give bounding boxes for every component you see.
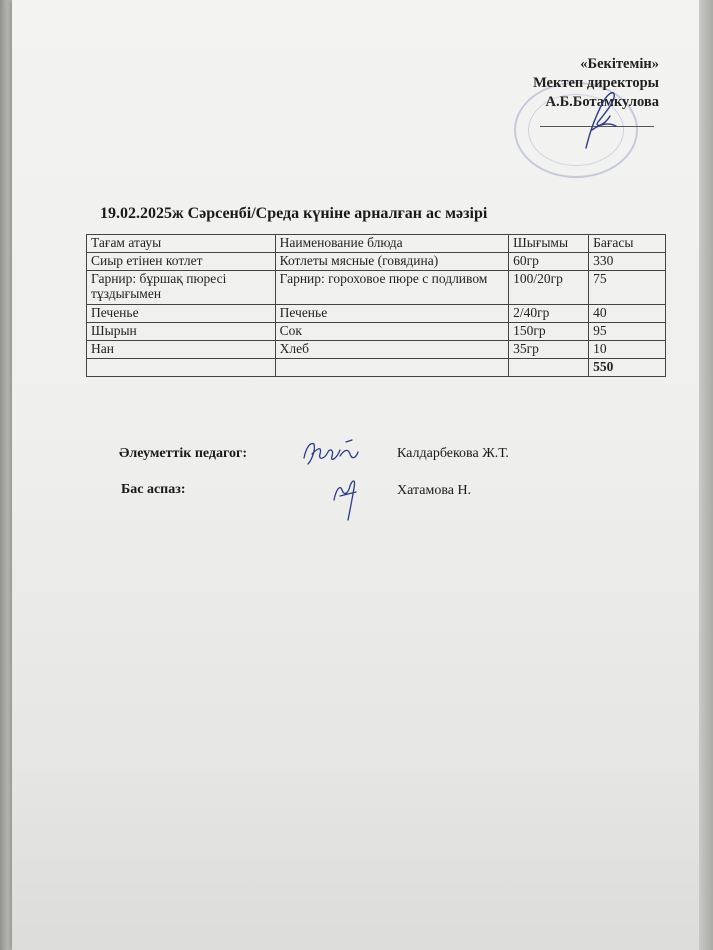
cell-kazakh-name: Нан [87, 341, 276, 359]
table-total-row [87, 359, 666, 377]
cell-russian-name: Печенье [275, 305, 509, 323]
cell-russian-name: Сок [275, 323, 509, 341]
cell-price: 10 [589, 341, 666, 359]
cell-kazakh-name: Гарнир: бұршақ пюресі тұздығымен [87, 271, 276, 305]
head-cook-name: Хатамова Н. [397, 483, 472, 498]
cell-empty [87, 359, 276, 377]
paper-edge [699, 0, 713, 950]
cell-price: 330 [589, 253, 666, 271]
approval-heading: «Бекітемін» [580, 56, 659, 72]
cell-yield: 35гр [509, 341, 589, 359]
cell-total-price: 550 [589, 359, 666, 377]
header-price: Бағасы [589, 235, 666, 253]
cell-russian-name: Хлеб [275, 341, 509, 359]
cell-kazakh-name: Шырын [87, 323, 276, 341]
cell-empty [275, 359, 509, 377]
approval-position: Мектеп директоры [533, 75, 659, 91]
header-russian-name: Наименование блюда [275, 235, 509, 253]
table-row [87, 271, 666, 305]
director-signature [568, 82, 628, 152]
cell-empty [509, 359, 589, 377]
table-row [87, 341, 666, 359]
cell-kazakh-name: Печенье [87, 305, 276, 323]
cell-price: 95 [589, 323, 666, 341]
social-pedagogue-signature [300, 436, 362, 470]
cell-russian-name: Гарнир: гороховое пюре с подливом [275, 271, 509, 305]
table-row [87, 323, 666, 341]
approval-director-name: А.Б.Ботамкулова [545, 94, 659, 110]
head-cook-label: Бас аспаз: [121, 482, 186, 497]
table-row [87, 253, 666, 271]
head-cook-signature [326, 470, 366, 524]
cell-price: 40 [589, 305, 666, 323]
header-kazakh-name: Тағам атауы [87, 235, 276, 253]
social-pedagogue-label: Әлеуметтік педагог: [119, 446, 248, 461]
cell-yield: 100/20гр [509, 271, 589, 305]
header-yield: Шығымы [509, 235, 589, 253]
social-pedagogue-name: Калдарбекова Ж.Т. [397, 446, 509, 461]
menu-table [86, 234, 666, 377]
cell-yield: 60гр [509, 253, 589, 271]
table-header-row [87, 235, 666, 253]
cell-kazakh-name: Сиыр етінен котлет [87, 253, 276, 271]
cell-yield: 2/40гр [509, 305, 589, 323]
page-title: 19.02.2025ж Сәрсенбі/Среда күніне арналған ас мәзірі [100, 205, 488, 222]
cell-price: 75 [589, 271, 666, 305]
cell-yield: 150гр [509, 323, 589, 341]
table-row [87, 305, 666, 323]
cell-russian-name: Котлеты мясные (говядина) [275, 253, 509, 271]
